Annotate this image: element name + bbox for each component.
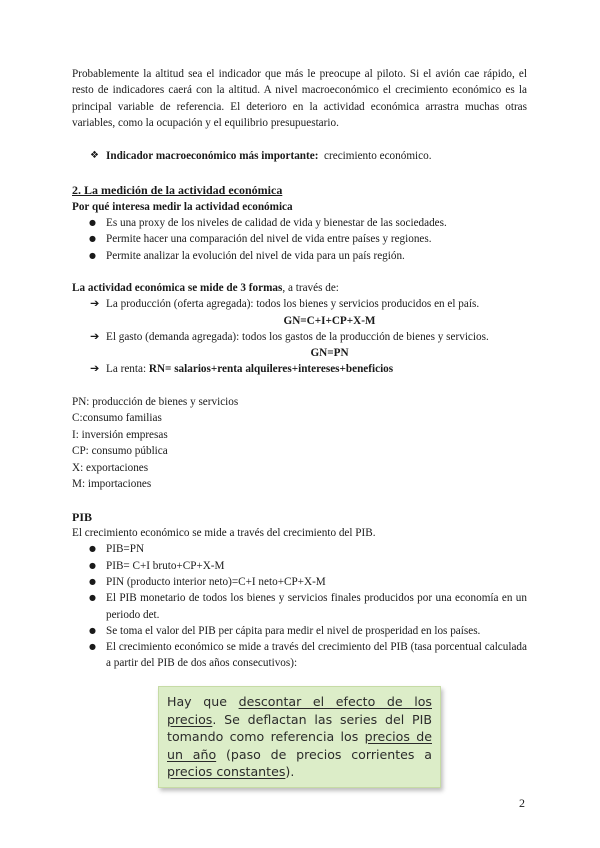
section-title: 2. La medición de la actividad económica [72,183,283,198]
forms-heading: La actividad económica se mide de 3 formas, a través de: [72,281,339,294]
definition-item: PN: producción de bienes y servicios [72,395,239,408]
production-formula: GN=C+I+CP+X-M [283,314,376,327]
list-item: ● PIB= C+I bruto+CP+X-M [89,558,527,574]
list-item: ● PIN (producto interior neto)=C+I neto+CP+X-M [89,574,527,590]
spending-formula: GN=PN [310,347,349,360]
list-item: ● Permite analizar la evolución del nivel de vida para un país región. [89,248,527,264]
highlight-line [90,148,527,164]
reasons-list [72,215,527,264]
diamond-bullet-icon: ❖ [90,150,99,162]
list-item: ● El crecimiento económico se mide a través del crecimiento del PIB (tasa porcentual calculada a partir del PIB de dos años consecutivos): [89,639,527,672]
definition-item: CP: consumo pública [72,445,168,458]
definition-item: X: exportaciones [72,461,149,474]
list-item: ● Se toma el valor del PIB per cápita para medir el nivel de prosperidad en los países. [89,623,527,639]
definition-item: M: importaciones [72,478,152,491]
pib-list [72,541,527,671]
highlight-label: Indicador macroeconómico más importante: [106,150,319,163]
pib-intro: El crecimiento económico se mide a través del crecimiento del PIB. [72,527,376,540]
definition-item: C:consumo familias [72,412,162,425]
spending-line: ➔ El gasto (demanda agregada): todos los gastos de la producción de bienes y servicios. [90,329,527,345]
intro-paragraph: Probablemente la altitud sea el indicador que más le preocupe al piloto. Si el avión cae rápido, el resto de indicadores caerá con la altitud. A nivel macroeconómico el crecimiento económico es la principal variable de referencia. El deterioro en la actividad económica arrastra muchas otras variables, como la ocupación y el equilibrio presupuestario. [72,68,527,129]
page-number: 2 [519,796,525,810]
arrow-right-icon: ➔ [90,362,100,376]
production-line: ➔ La producción (oferta agregada): todos los bienes y servicios producidos en el país. [90,296,527,312]
income-formula: RN= salarios+renta alquileres+intereses+beneficios [148,363,394,376]
list-item: ● El PIB monetario de todos los bienes y servicios finales producidos por una economía en un periodo det. [89,590,527,623]
page-body [72,66,527,779]
arrow-right-icon: ➔ [90,297,100,311]
definitions-list [72,394,527,493]
income-line: ➔ La renta: RN= salarios+renta alquileres+intereses+beneficios [90,361,527,377]
arrow-right-icon: ➔ [90,329,100,343]
list-item: ● Permite hacer una comparación del nivel de vida entre países y regiones. [89,231,527,247]
definition-item: I: inversión empresas [72,428,168,441]
list-item: ● Es una proxy de los niveles de calidad de vida y bienestar de las sociedades. [89,215,527,231]
section-subtitle: Por qué interesa medir la actividad económica [72,200,293,213]
highlight-value: crecimiento económico. [324,150,432,163]
deflation-callout: Hay que descontar el efecto de los precios. Se deflactan las series del PIB tomando como referencia los precios de un año (paso de precios corrientes a precios constantes). [158,686,441,788]
list-item: ● PIB=PN [89,541,527,557]
pib-title: PIB [72,509,93,524]
